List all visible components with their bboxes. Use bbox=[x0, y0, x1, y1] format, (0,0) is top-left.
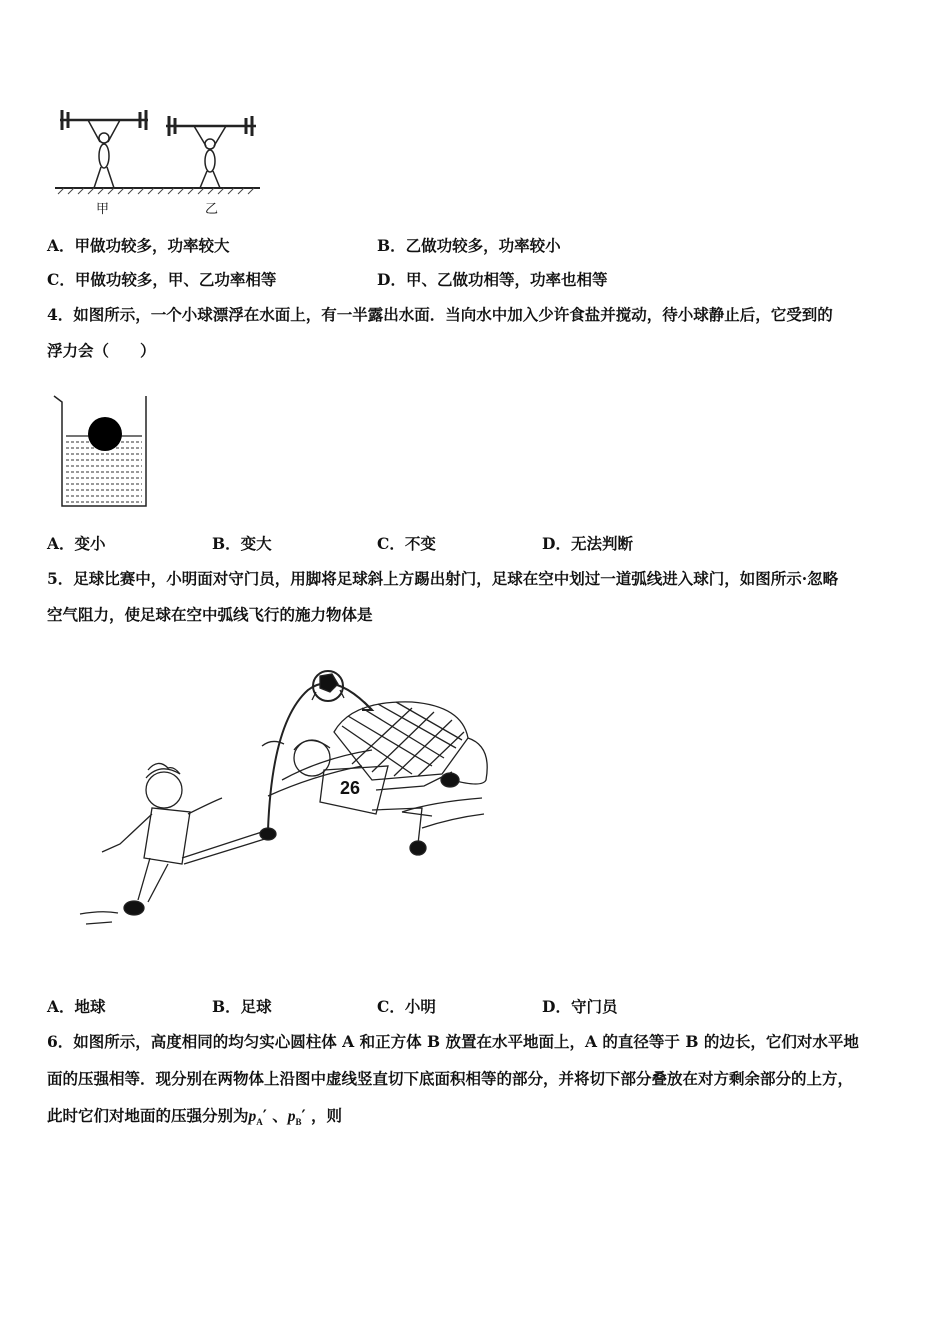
q3-option-a: A．甲做功较多，功率较大 bbox=[47, 236, 230, 255]
q3-option-c: C．甲做功较多，甲、乙功率相等 bbox=[47, 270, 277, 289]
q5-option-c: C．小明 bbox=[377, 997, 436, 1016]
q4-option-a: A．变小 bbox=[47, 534, 106, 553]
svg-text:26: 26 bbox=[340, 778, 361, 798]
q5-option-d: D．守门员 bbox=[542, 997, 618, 1016]
q3-option-b: B．乙做功较多，功率较小 bbox=[377, 236, 561, 255]
pressure-symbol-a: $p_A$ bbox=[248, 1108, 263, 1128]
q5-option-a: A．地球 bbox=[47, 997, 106, 1016]
q4-option-b: B．变大 bbox=[212, 534, 272, 553]
q6-stem-line2: 面的压强相等．现分别在两物体上沿图中虚线竖直切下底面积相等的部分，并将切下部分叠放在对方剩余部分的上方， bbox=[47, 1069, 854, 1088]
q6-stem-line3: 此时它们对地面的压强分别为$p_A'$ 、$p_B'$ ，则 bbox=[47, 1106, 342, 1128]
figure-label-yi: 乙 bbox=[205, 202, 219, 217]
pressure-symbol-b: $p_B$ bbox=[287, 1108, 302, 1128]
q5-option-b: B．足球 bbox=[212, 997, 272, 1016]
q6-stem-line1: 6．如图所示，高度相同的均匀实心圆柱体 A 和正方体 B 放置在水平地面上，A 的直径等于 B 的边长，它们对水平地 bbox=[47, 1032, 859, 1051]
weightlifters-figure bbox=[50, 100, 265, 218]
q5-stem-line1: 5．足球比赛中，小明面对守门员，用脚将足球斜上方踢出射门，足球在空中划过一道弧线进入球门，如图所示·忽略 bbox=[47, 569, 839, 588]
q3-option-d: D．甲、乙做功相等，功率也相等 bbox=[377, 270, 608, 289]
beaker-figure bbox=[50, 392, 156, 512]
q4-option-c: C．不变 bbox=[377, 534, 436, 553]
figure-label-jia: 甲 bbox=[96, 202, 110, 217]
q5-stem-line2: 空气阻力，使足球在空中弧线飞行的施力物体是 bbox=[47, 605, 373, 624]
q4-stem-line2: 浮力会（ ） bbox=[47, 341, 156, 360]
q4-stem-line1: 4．如图所示，一个小球漂浮在水面上，有一半露出水面．当向水中加入少许食盐并搅动，待小球静止后，它受到的 bbox=[47, 305, 833, 324]
soccer-figure bbox=[72, 662, 492, 952]
q4-option-d: D．无法判断 bbox=[542, 534, 633, 553]
